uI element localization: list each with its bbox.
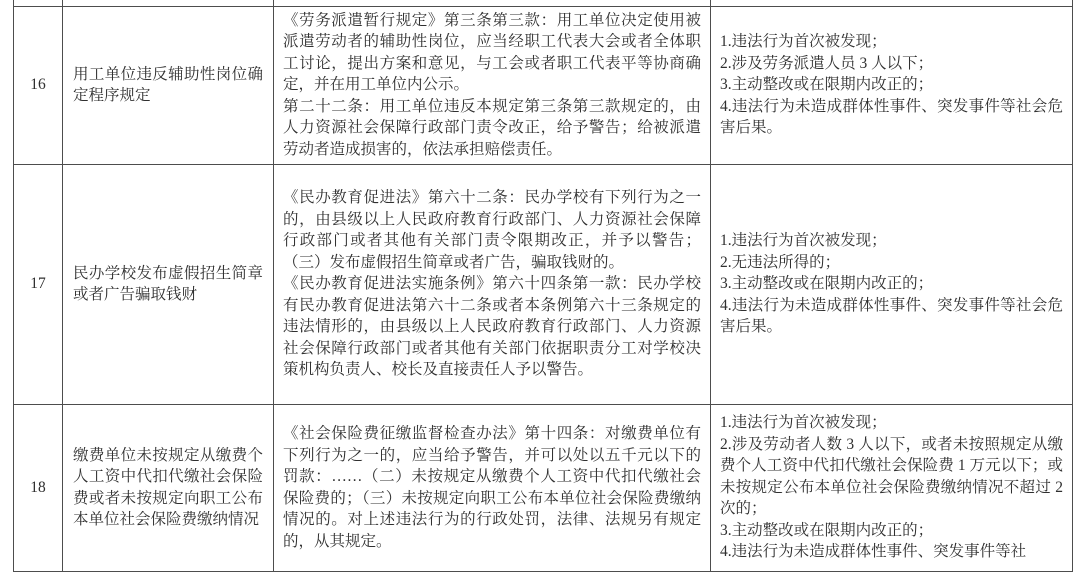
condition-item: 1.违法行为首次被发现；: [720, 414, 887, 432]
condition-item: 4.违法行为未造成群体性事件、突发事件等社会危害后果。: [720, 296, 1063, 336]
condition-item: 4.违法行为未造成群体性事件、突发事件等社会危害后果。: [720, 97, 1063, 137]
row-number: 18: [14, 404, 63, 571]
conditions-cell: [711, 6, 1073, 164]
violation-cell: [63, 404, 274, 571]
condition-item: 2.涉及劳动者人数 3 人以下，或者未按照规定从缴费个人工资中代扣代缴社会保险费 1 万元以下；或未按规定公布本单位社会保险费缴纳情况不超过 2 次的；: [720, 435, 1063, 518]
table-row: [14, 6, 1073, 164]
regulations-table: [13, 0, 1073, 572]
condition-item: 3.主动整改或在限期内改正的；: [720, 76, 934, 94]
conditions-cell: [711, 404, 1073, 571]
condition-item: 2.无违法所得的；: [720, 253, 841, 271]
condition-item: 1.违法行为首次被发现；: [720, 33, 887, 51]
basis-paragraph: 《社会保险费征缴监督检查办法》第十四条：对缴费单位有下列行为之一的，应当给予警告，并可以处以五千元以下的罚款：……（二）未按规定从缴费个人工资中代扣代缴社会保险费的；（三）未按规定向职工公布本单位社会保险费缴纳情况的。对上述违法行为的行政处罚，法律、法规另有规定的，从其规定。: [283, 425, 701, 550]
basis-paragraph: 第二十二条：用工单位违反本规定第三条第三款规定的，由人力资源社会保障行政部门责令改正，给予警告；给被派遣劳动者造成损害的，依法承担赔偿责任。: [283, 97, 701, 158]
legal-basis-cell: [274, 164, 711, 404]
table-row: [14, 404, 1073, 571]
conditions-cell: [711, 164, 1073, 404]
violation-cell: [63, 164, 274, 404]
table-row: [14, 164, 1073, 404]
basis-paragraph: 《劳务派遣暂行规定》第三条第三款：用工单位决定使用被派遣劳动者的辅助性岗位，应当经职工代表大会或者全体职工讨论，提出方案和意见，与工会或者职工代表平等协商确定，并在用工单位内公示。: [283, 11, 701, 94]
basis-paragraph: 《民办教育促进法实施条例》第六十四条第一款：民办学校有民办教育促进法第六十二条或者本条例第六十三条规定的违法情形的，由县级以上人民政府教育行政部门、人力资源社会保障行政部门或者其他有关部门依据职责分工对学校决策机构负责人、校长及直接责任人予以警告。: [283, 275, 701, 379]
condition-item: 3.主动整改或在限期内改正的；: [720, 521, 934, 539]
legal-basis-cell: [274, 6, 711, 164]
violation-cell: [63, 6, 274, 164]
violation-text: 民办学校发布虚假招生简章或者广告骗取钱财: [73, 264, 263, 303]
legal-basis-cell: [274, 404, 711, 571]
violation-text: 缴费单位未按规定从缴费个人工资中代扣代缴社会保险费或者未按规定向职工公布本单位社会保险费缴纳情况: [73, 446, 263, 528]
condition-item: 1.违法行为首次被发现；: [720, 232, 887, 250]
condition-item: 2.涉及劳务派遣人员 3 人以下；: [720, 54, 934, 72]
condition-item: 3.主动整改或在限期内改正的；: [720, 275, 934, 293]
row-number: 17: [14, 164, 63, 404]
condition-item: 4.违法行为未造成群体性事件、突发事件等社: [720, 543, 1027, 561]
violation-text: 用工单位违反辅助性岗位确定程序规定: [73, 65, 263, 104]
row-number: 16: [14, 6, 63, 164]
basis-paragraph: 《民办教育促进法》第六十二条：民办学校有下列行为之一的，由县级以上人民政府教育行政部门、人力资源社会保障行政部门或者其他有关部门责令限期改正，并予以警告；（三）发布虚假招生简章或者广告，骗取钱财的。: [283, 189, 701, 271]
